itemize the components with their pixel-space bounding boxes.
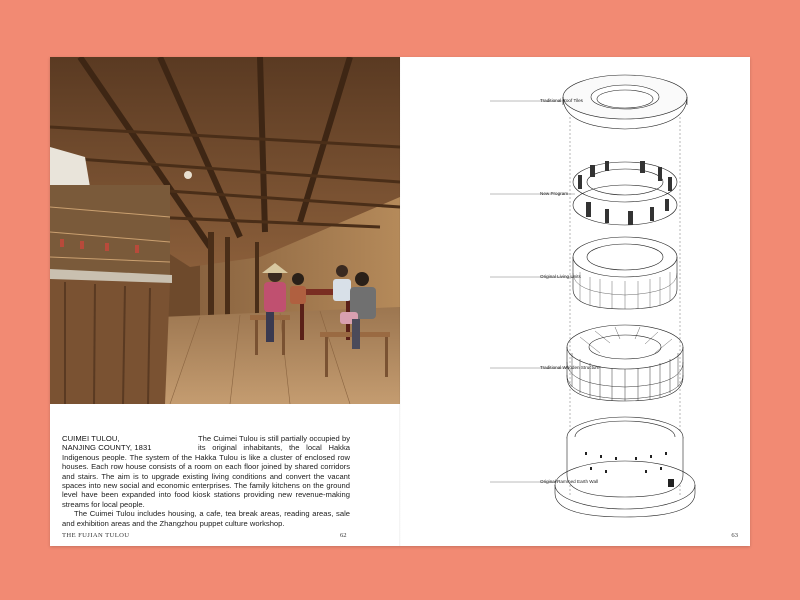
tulou-interior-photo (50, 57, 400, 404)
exploded-axonometric-diagram (400, 57, 750, 546)
label-living-units: Original Living Units (540, 274, 581, 279)
photo-caption (62, 434, 350, 528)
left-page (50, 57, 400, 546)
diagram-drawing (400, 57, 750, 546)
book-spread (50, 57, 750, 546)
caption-heading-line1: CUIMEI TULOU, (62, 434, 120, 443)
label-roof-tiles: Traditional Roof Tiles (540, 98, 583, 103)
caption-heading (62, 434, 198, 453)
tulou-interior-illustration (50, 57, 400, 404)
running-footer: THE FUJIAN TULOU (62, 532, 130, 539)
label-earth-wall: Original Rammed Earth Wall (540, 479, 599, 484)
page-number-left: 62 (340, 532, 347, 539)
right-page (400, 57, 750, 546)
label-wooden-structure: Traditional Wooden Structure (540, 365, 600, 370)
page-number-right: 63 (731, 532, 738, 539)
body-paragraph-1: The Cuimei Tulou is still partially occupied by its original inhabitants, the local Hakka Indigenous people. The system of the Hakka Tulou is like a cluster of enclosed row houses. Each row house consists of a room on each floor joined by shared corridors and stairs. The aim is to upgrade existing living conditions and convert the vacant spaces into new social and economic enterprises. The family kitchens on the ground level have been expanded into food kiosk stations providing new revenue-making streams for local people. (62, 434, 350, 509)
label-new-program: New Program (540, 191, 569, 196)
caption-heading-line2: NANJING COUNTY, 1831 (62, 443, 152, 453)
body-paragraph-2: The Cuimei Tulou includes housing, a cafe, tea break areas, reading areas, sale and exhibition areas and the Zhangzhou puppet culture workshop. (62, 509, 350, 528)
